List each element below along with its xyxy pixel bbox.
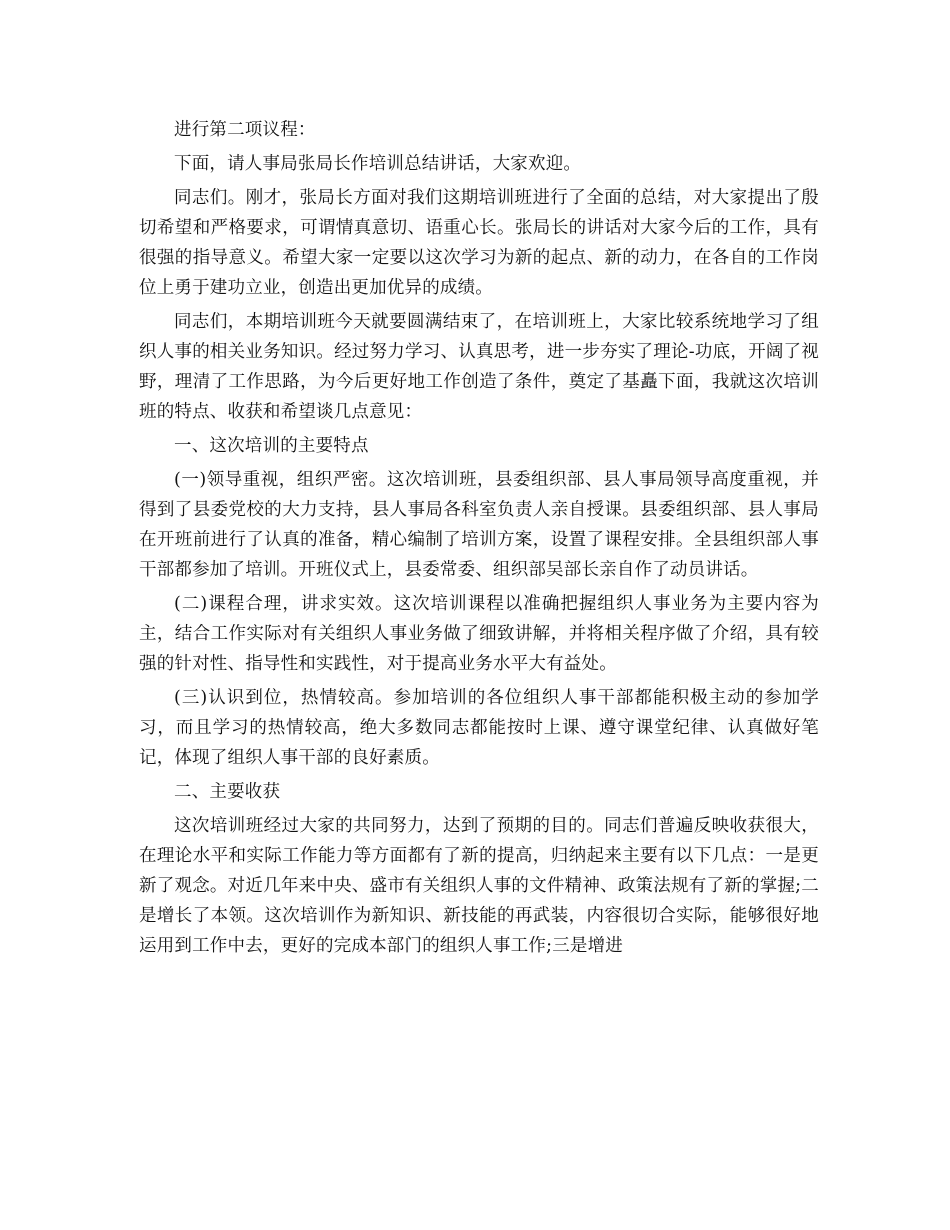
paragraph-invite-speech: 下面，请人事局张局长作培训总结讲话，大家欢迎。 (174, 154, 582, 174)
paragraph-gains: 这次培训班经过大家的共同努力，达到了预期的目的。同志们普遍反映收获很大，在理论水平和实际工作能力等方面都有了新的提高，归纳起来主要有以下几点：一是更新了观念。对近几年来中央、盛市有关组织人事的文件精神、政策法规有了新的掌握;二是增长了本领。这次培训作为新知识、新技能的再武装，内容很切合实际，能够很好地运用到工作中去，更好的完成本部门的组织人事工作;三是增进 (139, 816, 819, 956)
paragraph-summary-response: 同志们。刚才，张局长方面对我们这期培训班进行了全面的总结，对大家提出了殷切希望和严格要求，可谓情真意切、语重心长。张局长的讲话对大家今后的工作，具有很强的指导意义。希望大家一定要以这次学习为新的起点、新的动力，在各自的工作岗位上勇于建功立业，创造出更加优异的成绩。 (139, 188, 819, 298)
document-body (139, 115, 819, 965)
paragraph-feature-1: (一)领导重视，组织严密。这次培训班，县委组织部、县人事局领导高度重视，并得到了县委党校的大力支持，县人事局各科室负责人亲自授课。县委组织部、县人事局在开班前进行了认真的准备，精心编制了培训方案，设置了课程安排。全县组织部人事干部都参加了培训。开班仪式上，县委常委、组织部吴部长亲自作了动员讲话。 (139, 470, 819, 580)
paragraph-agenda: 进行第二项议程： (174, 120, 316, 140)
section-heading-features: 一、这次培训的主要特点 (174, 436, 369, 456)
paragraph-feature-3: (三)认识到位，热情较高。参加培训的各位组织人事干部都能积极主动的参加学习，而且学习的热情较高，绝大多数同志都能按时上课、遵守课堂纪律、认真做好笔记，体现了组织人事干部的良好素质。 (139, 688, 819, 768)
section-heading-gains: 二、主要收获 (174, 782, 281, 802)
paragraph-feature-2: (二)课程合理，讲求实效。这次培训课程以准确把握组织人事业务为主要内容为主，结合工作实际对有关组织人事业务做了细致讲解，并将相关程序做了介绍，具有较强的针对性、指导性和实践性，对于提高业务水平大有益处。 (139, 594, 819, 674)
paragraph-closing-intro: 同志们，本期培训班今天就要圆满结束了，在培训班上，大家比较系统地学习了组织人事的相关业务知识。经过努力学习、认真思考，进一步夯实了理论-功底，开阔了视野，理清了工作思路，为今后更好地工作创造了条件，奠定了基矗下面，我就这次培训班的特点、收获和希望谈几点意见： (139, 312, 819, 422)
